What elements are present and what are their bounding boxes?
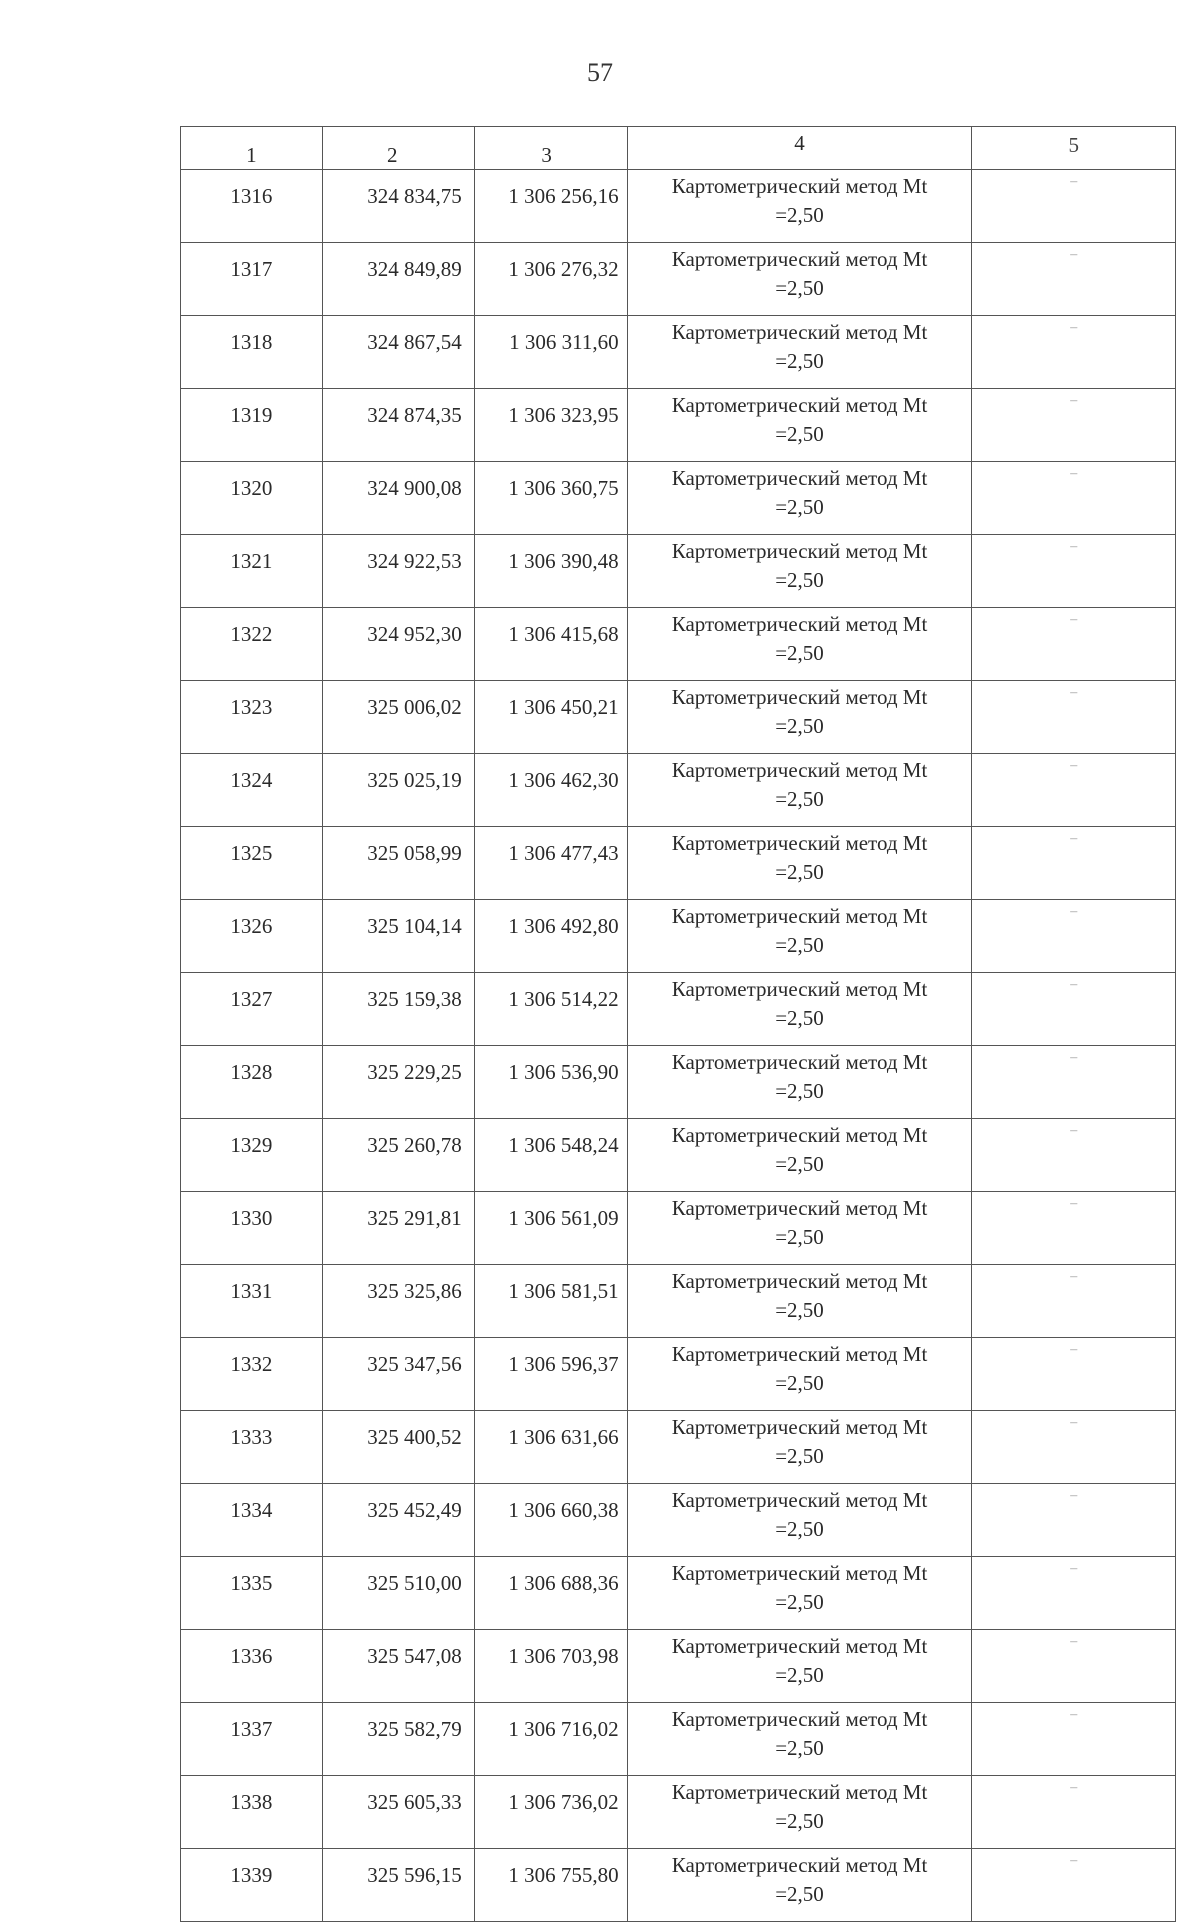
- coordinate-y: 1 306 755,80: [474, 1849, 627, 1922]
- coordinate-y: 1 306 462,30: [474, 754, 627, 827]
- coordinate-y: 1 306 581,51: [474, 1265, 627, 1338]
- note-cell: –: [972, 1776, 1176, 1849]
- table-row: [181, 1776, 1176, 1849]
- method-text: Картометрический метод Mt: [671, 1707, 928, 1731]
- coordinate-x: 325 347,56: [322, 1338, 474, 1411]
- note-cell: –: [972, 1411, 1176, 1484]
- coordinate-x: 324 900,08: [322, 462, 474, 535]
- method-text: Картометрический метод Mt: [671, 1196, 928, 1220]
- precision-value: =2,50: [775, 203, 824, 227]
- method-text: Картометрический метод Mt: [671, 904, 928, 928]
- header-col-2: 2: [322, 127, 474, 170]
- coordinate-y: 1 306 311,60: [474, 316, 627, 389]
- note-cell: –: [972, 243, 1176, 316]
- coordinate-y: 1 306 536,90: [474, 1046, 627, 1119]
- table-row: [181, 1484, 1176, 1557]
- precision-value: =2,50: [775, 1663, 824, 1687]
- precision-value: =2,50: [775, 495, 824, 519]
- coordinate-x: 325 159,38: [322, 973, 474, 1046]
- coordinate-x: 325 104,14: [322, 900, 474, 973]
- table-row: [181, 827, 1176, 900]
- header-col-1: 1: [181, 127, 323, 170]
- table-row: [181, 1119, 1176, 1192]
- coordinate-y: 1 306 736,02: [474, 1776, 627, 1849]
- table-row: [181, 535, 1176, 608]
- point-number: 1339: [181, 1849, 323, 1922]
- table-row: [181, 1849, 1176, 1922]
- precision-value: =2,50: [775, 933, 824, 957]
- precision-value: =2,50: [775, 1444, 824, 1468]
- precision-value: =2,50: [775, 349, 824, 373]
- precision-value: =2,50: [775, 787, 824, 811]
- precision-value: =2,50: [775, 1371, 824, 1395]
- method-text: Картометрический метод Mt: [671, 174, 928, 198]
- coordinate-y: 1 306 660,38: [474, 1484, 627, 1557]
- method-text: Картометрический метод Mt: [671, 1123, 928, 1147]
- note-cell: –: [972, 462, 1176, 535]
- table-row: [181, 243, 1176, 316]
- table-row: [181, 1411, 1176, 1484]
- coordinate-y: 1 306 323,95: [474, 389, 627, 462]
- precision-value: =2,50: [775, 641, 824, 665]
- precision-value: =2,50: [775, 1517, 824, 1541]
- method-text: Картометрический метод Mt: [671, 320, 928, 344]
- method-cell: [627, 316, 972, 389]
- table-row: [181, 389, 1176, 462]
- coordinate-x: 325 510,00: [322, 1557, 474, 1630]
- method-cell: [627, 608, 972, 681]
- table-row: [181, 608, 1176, 681]
- method-cell: [627, 681, 972, 754]
- coordinate-x: 325 025,19: [322, 754, 474, 827]
- point-number: 1332: [181, 1338, 323, 1411]
- precision-value: =2,50: [775, 1882, 824, 1906]
- coordinate-y: 1 306 256,16: [474, 170, 627, 243]
- coordinate-y: 1 306 514,22: [474, 973, 627, 1046]
- method-cell: [627, 389, 972, 462]
- method-cell: [627, 535, 972, 608]
- header-col-3: 3: [474, 127, 627, 170]
- note-cell: –: [972, 1265, 1176, 1338]
- method-cell: [627, 973, 972, 1046]
- note-cell: –: [972, 1484, 1176, 1557]
- coordinate-x: 325 596,15: [322, 1849, 474, 1922]
- note-cell: –: [972, 1192, 1176, 1265]
- precision-value: =2,50: [775, 568, 824, 592]
- method-cell: [627, 1484, 972, 1557]
- table-row: [181, 1192, 1176, 1265]
- method-cell: [627, 827, 972, 900]
- coordinate-y: 1 306 276,32: [474, 243, 627, 316]
- method-cell: [627, 1411, 972, 1484]
- note-cell: –: [972, 316, 1176, 389]
- method-cell: [627, 900, 972, 973]
- point-number: 1322: [181, 608, 323, 681]
- table-row: [181, 681, 1176, 754]
- method-cell: [627, 243, 972, 316]
- coordinate-x: 325 006,02: [322, 681, 474, 754]
- table-header: [181, 127, 1176, 170]
- method-text: Картометрический метод Mt: [671, 831, 928, 855]
- precision-value: =2,50: [775, 1006, 824, 1030]
- coordinate-x: 325 291,81: [322, 1192, 474, 1265]
- precision-value: =2,50: [775, 1809, 824, 1833]
- method-text: Картометрический метод Mt: [671, 977, 928, 1001]
- point-number: 1316: [181, 170, 323, 243]
- table-row: [181, 1703, 1176, 1776]
- page-number: 57: [587, 58, 613, 87]
- point-number: 1330: [181, 1192, 323, 1265]
- method-cell: [627, 1849, 972, 1922]
- coordinate-y: 1 306 703,98: [474, 1630, 627, 1703]
- method-cell: [627, 1192, 972, 1265]
- point-number: 1331: [181, 1265, 323, 1338]
- method-cell: [627, 1119, 972, 1192]
- method-cell: [627, 754, 972, 827]
- coordinate-y: 1 306 716,02: [474, 1703, 627, 1776]
- coordinate-x: 325 260,78: [322, 1119, 474, 1192]
- coordinate-y: 1 306 492,80: [474, 900, 627, 973]
- note-cell: –: [972, 1557, 1176, 1630]
- table-row: [181, 1046, 1176, 1119]
- coordinate-y: 1 306 688,36: [474, 1557, 627, 1630]
- coordinate-x: 324 867,54: [322, 316, 474, 389]
- header-col-5: 5: [972, 127, 1176, 170]
- coordinate-x: 325 605,33: [322, 1776, 474, 1849]
- method-text: Картометрический метод Mt: [671, 1342, 928, 1366]
- precision-value: =2,50: [775, 860, 824, 884]
- note-cell: –: [972, 1338, 1176, 1411]
- coordinate-x: 325 229,25: [322, 1046, 474, 1119]
- method-text: Картометрический метод Mt: [671, 1853, 928, 1877]
- precision-value: =2,50: [775, 1736, 824, 1760]
- precision-value: =2,50: [775, 422, 824, 446]
- point-number: 1327: [181, 973, 323, 1046]
- precision-value: =2,50: [775, 1079, 824, 1103]
- coordinate-x: 324 834,75: [322, 170, 474, 243]
- note-cell: –: [972, 170, 1176, 243]
- method-text: Картометрический метод Mt: [671, 539, 928, 563]
- note-cell: –: [972, 1849, 1176, 1922]
- coordinate-y: 1 306 390,48: [474, 535, 627, 608]
- coordinate-x: 325 325,86: [322, 1265, 474, 1338]
- point-number: 1335: [181, 1557, 323, 1630]
- coordinate-y: 1 306 415,68: [474, 608, 627, 681]
- method-text: Картометрический метод Mt: [671, 1488, 928, 1512]
- precision-value: =2,50: [775, 1590, 824, 1614]
- coordinate-x: 324 952,30: [322, 608, 474, 681]
- table-row: [181, 973, 1176, 1046]
- table-row: [181, 1630, 1176, 1703]
- method-cell: [627, 1265, 972, 1338]
- note-cell: –: [972, 1046, 1176, 1119]
- point-number: 1319: [181, 389, 323, 462]
- point-number: 1317: [181, 243, 323, 316]
- point-number: 1328: [181, 1046, 323, 1119]
- note-cell: –: [972, 827, 1176, 900]
- coordinate-y: 1 306 360,75: [474, 462, 627, 535]
- precision-value: =2,50: [775, 276, 824, 300]
- point-number: 1329: [181, 1119, 323, 1192]
- method-cell: [627, 1338, 972, 1411]
- note-cell: –: [972, 1119, 1176, 1192]
- point-number: 1338: [181, 1776, 323, 1849]
- method-text: Картометрический метод Mt: [671, 1269, 928, 1293]
- point-number: 1324: [181, 754, 323, 827]
- coordinate-y: 1 306 631,66: [474, 1411, 627, 1484]
- method-text: Картометрический метод Mt: [671, 466, 928, 490]
- note-cell: –: [972, 389, 1176, 462]
- point-number: 1337: [181, 1703, 323, 1776]
- note-cell: –: [972, 1630, 1176, 1703]
- point-number: 1326: [181, 900, 323, 973]
- method-text: Картометрический метод Mt: [671, 1050, 928, 1074]
- method-cell: [627, 1776, 972, 1849]
- method-text: Картометрический метод Mt: [671, 1561, 928, 1585]
- coordinate-y: 1 306 548,24: [474, 1119, 627, 1192]
- table-row: [181, 900, 1176, 973]
- coordinate-y: 1 306 477,43: [474, 827, 627, 900]
- coordinate-x: 325 547,08: [322, 1630, 474, 1703]
- coordinate-y: 1 306 450,21: [474, 681, 627, 754]
- table-body: [181, 170, 1176, 1922]
- method-text: Картометрический метод Mt: [671, 758, 928, 782]
- table-row: [181, 316, 1176, 389]
- table-row: [181, 170, 1176, 243]
- coordinates-table: [180, 126, 1176, 1922]
- precision-value: =2,50: [775, 1298, 824, 1322]
- note-cell: –: [972, 1703, 1176, 1776]
- table-row: [181, 1338, 1176, 1411]
- note-cell: –: [972, 754, 1176, 827]
- method-cell: [627, 1630, 972, 1703]
- table-row: [181, 754, 1176, 827]
- coordinate-y: 1 306 596,37: [474, 1338, 627, 1411]
- precision-value: =2,50: [775, 1152, 824, 1176]
- method-text: Картометрический метод Mt: [671, 685, 928, 709]
- precision-value: =2,50: [775, 1225, 824, 1249]
- method-text: Картометрический метод Mt: [671, 1780, 928, 1804]
- method-text: Картометрический метод Mt: [671, 1634, 928, 1658]
- point-number: 1318: [181, 316, 323, 389]
- coordinate-x: 324 849,89: [322, 243, 474, 316]
- method-cell: [627, 1046, 972, 1119]
- coordinate-x: 324 922,53: [322, 535, 474, 608]
- method-text: Картометрический метод Mt: [671, 393, 928, 417]
- method-cell: [627, 1557, 972, 1630]
- coordinate-x: 324 874,35: [322, 389, 474, 462]
- note-cell: –: [972, 900, 1176, 973]
- method-text: Картометрический метод Mt: [671, 247, 928, 271]
- note-cell: –: [972, 681, 1176, 754]
- point-number: 1334: [181, 1484, 323, 1557]
- precision-value: =2,50: [775, 714, 824, 738]
- method-text: Картометрический метод Mt: [671, 1415, 928, 1439]
- method-cell: [627, 462, 972, 535]
- coordinate-x: 325 582,79: [322, 1703, 474, 1776]
- header-col-4: 4: [627, 127, 972, 170]
- table-row: [181, 1557, 1176, 1630]
- point-number: 1336: [181, 1630, 323, 1703]
- point-number: 1321: [181, 535, 323, 608]
- method-cell: [627, 170, 972, 243]
- coordinate-x: 325 058,99: [322, 827, 474, 900]
- point-number: 1320: [181, 462, 323, 535]
- point-number: 1333: [181, 1411, 323, 1484]
- coordinate-x: 325 452,49: [322, 1484, 474, 1557]
- coordinate-x: 325 400,52: [322, 1411, 474, 1484]
- table-row: [181, 1265, 1176, 1338]
- method-cell: [627, 1703, 972, 1776]
- header-row: [181, 127, 1176, 170]
- method-text: Картометрический метод Mt: [671, 612, 928, 636]
- coordinate-y: 1 306 561,09: [474, 1192, 627, 1265]
- table-row: [181, 462, 1176, 535]
- note-cell: –: [972, 535, 1176, 608]
- point-number: 1325: [181, 827, 323, 900]
- point-number: 1323: [181, 681, 323, 754]
- note-cell: –: [972, 608, 1176, 681]
- note-cell: –: [972, 973, 1176, 1046]
